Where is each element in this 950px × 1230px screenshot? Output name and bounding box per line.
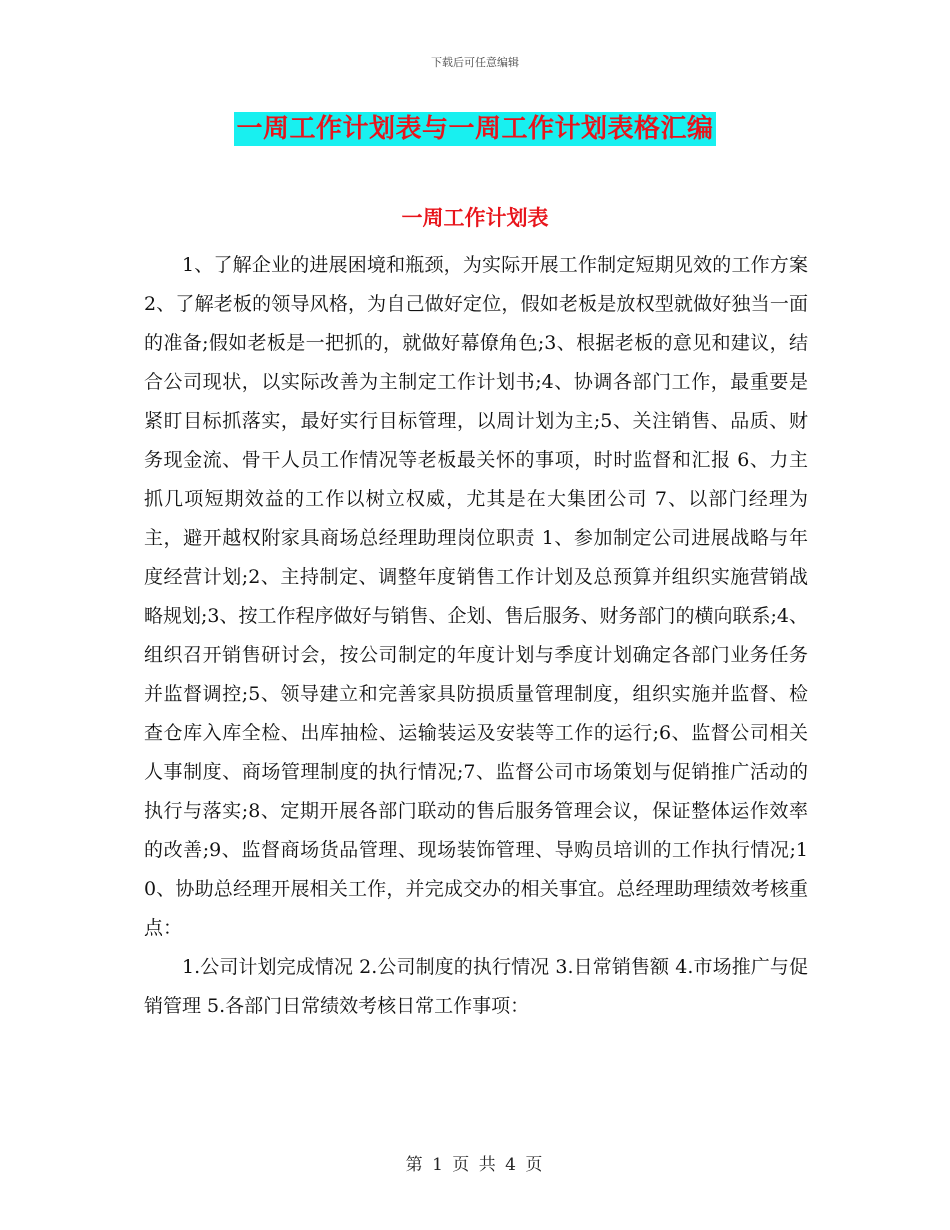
page-header: 下载后可任意编辑: [431, 56, 519, 69]
paragraph-1: 1、了解企业的进展困境和瓶颈，为实际开展工作制定短期见效的工作方案 2、了解老板的领导风格，为自己做好定位，假如老板是放权型就做好独当一面的准备;假如老板是一把抓的，就做好幕僚角色;3、根据老板的意见和建议，结合公司现状，以实际改善为主制定工作计划书;4、协调各部门工作，最重要是紧盯目标抓落实，最好实行目标管理，以周计划为主;5、关注销售、品质、财务现金流、骨干人员工作情况等老板最关怀的事项，时时监督和汇报 6、力主抓几项短期效益的工作以树立权威，尤其是在大集团公司 7、以部门经理为主，避开越权附家具商场总经理助理岗位职责 1、参加制定公司进展战略与年度经营计划;2、主持制定、调整年度销售工作计划及总预算并组织实施营销战略规划;3、按工作程序做好与销售、企划、售后服务、财务部门的横向联系;4、组织召开销售研讨会，按公司制定的年度计划与季度计划确定各部门业务任务并监督调控;5、领导建立和完善家具防损质量管理制度，组织实施并监督、检查仓库入库全检、出库抽检、运输装运及安装等工作的运行;6、监督公司相关人事制度、商场管理制度的执行情况;7、监督公司市场策划与促销推广活动的执行与落实;8、定期开展各部门联动的售后服务管理会议，保证整体运作效率的改善;9、监督商场货品管理、现场装饰管理、导购员培训的工作执行情况;10、协助总经理开展相关工作，并完成交办的相关事宜。总经理助理绩效考核重点：: [144, 254, 808, 939]
main-title-container: [0, 112, 950, 146]
body-text: [144, 246, 808, 1026]
main-title: 一周工作计划表与一周工作计划表格汇编: [236, 114, 714, 144]
paragraph-2: 1.公司计划完成情况 2.公司制度的执行情况 3.日常销售额 4.市场推广与促销管理 5.各部门日常绩效考核日常工作事项：: [144, 956, 808, 1017]
page-number-footer: 第 1 页 共 4 页: [405, 1155, 545, 1175]
section-title: 一周工作计划表: [401, 206, 549, 230]
